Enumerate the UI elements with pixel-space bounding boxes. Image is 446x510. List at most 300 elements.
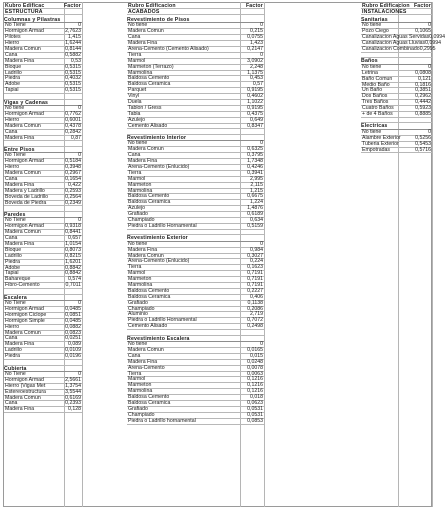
header-right-factor: Factor [413,3,431,9]
section-title-paredes: Paredes [4,212,82,218]
item-label: + de 4 Baños [362,110,393,117]
item-factor: 1,1022 [247,98,263,105]
item-label: Hormigon Armad [5,376,44,383]
item-factor: 0,5184 [65,158,81,165]
item-label: Adobe [5,264,21,271]
item-factor: 0,0485 [65,305,81,312]
item-label: Baldosa Ceramica [128,293,171,300]
item-factor: 0,7072 [247,317,263,324]
item-factor: 0 [78,370,81,377]
item-factor: 0,2995 [419,45,436,52]
item-factor: 0 [78,217,81,224]
item-label: Tres Baños [362,99,389,106]
item-label: Pozo Ciego [362,28,389,35]
item-label: Bloque [5,246,22,253]
item-factor: 0,2564 [65,193,81,200]
item-factor: 0,0823 [65,329,81,336]
item-label: No Tiene [5,370,26,377]
item-factor: 0,1216 [247,388,263,395]
item-label: Cemento Alisado [128,323,168,330]
item-label: No tiene [362,22,382,29]
item-factor: 3,0902 [247,57,263,64]
item-factor: 0,634 [250,216,263,223]
item-factor: 0,0078 [247,364,263,371]
item-label: Hierro [5,323,20,330]
section-title-revestimiento-escalera: Revestimiento Escalera [127,336,264,342]
item-label: Madera Comun [5,45,41,52]
item-factor: 0,0248 [247,358,263,365]
item-factor: 0,8885 [415,110,431,117]
item-factor: 0 [78,105,81,112]
item-factor: 1,423 [250,40,263,47]
item-factor: 0,3941 [247,169,263,176]
item-label: Azulejo [128,116,146,123]
item-factor: 0,3027 [247,252,263,259]
item-label: Marmeton (Terrazo) [128,63,174,70]
item-label: Madera Comun [128,146,164,153]
item-factor: 0,1138 [247,299,263,306]
item-label: Hormigon Armad [5,28,44,35]
item-label: Piedra o Ladrillo hornamental [128,417,196,424]
item-factor: 0,649 [250,116,263,123]
item-label: Letrina [362,69,378,76]
column-divider [82,2,83,507]
item-label: Piedra [5,258,20,265]
item-factor: 0,5159 [247,222,263,229]
item-factor: 0,128 [68,406,81,413]
item-label: Tierra [128,51,142,58]
installations-column [361,17,446,153]
item-label: Bloque [5,63,22,70]
item-factor: 0,5256 [415,134,431,141]
item-factor: 0,984 [250,246,263,253]
item-factor: 0,6169 [65,394,81,401]
item-factor: 0,0851 [65,311,81,318]
item-factor: 0,0063 [247,370,263,377]
item-label: Canalizacion Aguas Lluvias [362,40,426,47]
item-label: Baldosa Cemento [128,193,170,200]
item-factor: 0,2227 [247,287,263,294]
item-label: Tapial [5,87,19,94]
item-label: Marmolina [128,281,153,288]
item-label: Cuatro Baños [362,105,394,112]
item-factor: 0,1654 [65,175,81,182]
item-label: Arena-Cemento (Enlucido) [128,258,190,265]
item-label: Madera Comun [5,394,41,401]
item-label: Tierra [128,264,142,271]
item-label: No Tiene [5,217,26,224]
item-label: Azulejo [128,205,146,212]
item-factor: 0,1216 [247,376,263,383]
item-factor: 0,2593 [65,187,81,194]
item-factor: 0 [260,341,263,348]
item-label: Arena-Cemento (Enlucido) [128,163,190,170]
item-label: Champiado [128,305,155,312]
item-factor: 0,5882 [65,51,81,58]
item-label: Marmolina [128,69,153,76]
item-label: Tierra [128,370,142,377]
item-label: Alambre Exterior [362,134,401,141]
item-label: Bahareque [5,276,31,283]
item-label: Madera Comun [5,122,41,129]
item-factor: 0,1816 [415,81,431,88]
item-label: Grafiado [128,299,148,306]
item-label: Hierro [5,40,20,47]
item-label: Tapial [5,270,19,277]
item-label: Baldosa Ceramica [128,81,171,88]
item-factor: 1,6244 [65,40,81,47]
item-factor: 0 [78,300,81,307]
item-label: Madera Fina [128,40,158,47]
item-factor: 0,9318 [65,223,81,230]
item-factor: 1,224 [250,199,263,206]
item-label: Piedra [5,75,20,82]
item-factor: 0,8215 [65,252,81,259]
item-label: Un Baño [362,87,383,94]
item-factor: 0,1623 [247,264,263,271]
item-factor: 0,1065 [415,28,431,35]
item-factor: 0,018 [250,394,263,401]
item-factor: 0,0808 [415,69,431,76]
item-factor: 2,719 [250,311,263,318]
item-factor: 0,015 [250,352,263,359]
item-factor: 0,4032 [65,75,81,82]
item-factor: 0,2842 [65,128,81,135]
section-title-sanitarias: Sanitarias [361,17,432,23]
header-left-label: Kubro Edificac [5,3,45,9]
item-label: No tiene [128,240,148,247]
item-label: Hormigon Armad [5,305,44,312]
item-factor: 0,3795 [247,152,263,159]
item-label: Parquet [128,87,147,94]
item-factor: 0,8073 [65,246,81,253]
item-label: Piedra o Ladrillo Hornamental [128,317,197,324]
item-label: Madera Fina [128,246,158,253]
header-mid [127,3,264,15]
item-factor: 0,2498 [247,323,263,330]
item-factor: 0,9195 [247,104,263,111]
item-label: Marmol [128,376,146,383]
item-factor: 0 [260,240,263,247]
table-row [4,201,82,207]
item-factor: 0 [428,128,431,135]
item-label: Cana [5,51,18,58]
item-factor: 1,0154 [65,240,81,247]
item-label: No Tiene [5,300,26,307]
item-factor: 2,248 [250,63,263,70]
item-factor: 0 [260,22,263,29]
item-label: Cana [128,152,141,159]
item-factor: 0,8347 [247,122,263,129]
item-label: Empotradas [362,146,390,153]
item-label: No Tiene [5,22,26,29]
item-label: Marmolina [128,187,153,194]
item-label: Cemento Alisado [128,122,168,129]
item-label: Madera Comun [5,170,41,177]
item-label: Cana [5,235,18,242]
header-left [4,3,82,15]
item-factor: 0,0251 [65,335,81,342]
item-factor: 0 [78,152,81,159]
item-label: Vinyl [128,93,140,100]
item-label: Aluminio [128,311,148,318]
item-factor: 2,995 [250,175,263,182]
item-label: Ladrillo [5,252,22,259]
section-title-columnas-y-pilastras: Columnas y Pilastras [4,17,82,23]
item-factor: 0,6001 [65,116,81,123]
item-factor: 2,115 [250,181,263,188]
section-title-revestimiento-de-pisos: Revestimiento de Pisos [127,17,264,23]
item-label: Piedra o Ladrillo Hornamental [128,222,197,229]
column-divider [432,2,433,507]
item-label: Pilotes [5,34,21,41]
item-label: Arena-Cemento [128,364,165,371]
item-label: Canalizacion Aguas Servidas [362,34,430,41]
item-label: Hormigon Armad [5,223,44,230]
item-factor: 0,6675 [247,193,263,200]
item-label: Madera Fina [128,358,158,365]
item-factor: 1,415 [68,34,81,41]
item-label: Madera Comun [128,252,164,259]
item-label: Marmeton [128,382,152,389]
item-label: Arena-Cemento (Cemento Alisado) [128,45,209,52]
table-row [4,407,82,413]
item-factor: 1,215 [250,187,263,194]
header-left-section: ESTRUCTURA [5,9,43,16]
item-factor: 0 [428,63,431,70]
item-label: Cana [5,175,18,182]
item-label: Madera Comun [128,28,164,35]
item-factor: 0,7191 [247,281,263,288]
item-label: Baldosa Ceramica [128,199,171,206]
item-label: Marmeton [128,181,152,188]
item-label: Boveda de Ladrillo [5,193,48,200]
item-label: Madera Comun [5,229,41,236]
section-title-revestimiento-interior: Revestimiento Interior [127,135,264,141]
item-label: Hierro [5,116,20,123]
header-mid-label: Rubro Edificacion [128,3,176,9]
item-label: Boveda de Piedra [5,199,47,206]
item-label: Grafiado [128,211,148,218]
item-label: Baldosa Ceramica [128,400,171,406]
item-factor: 0,7011 [65,282,81,289]
item-factor: 0,224 [250,258,263,265]
item-label: Cana [5,335,18,342]
item-factor: 0,422 [68,181,81,188]
item-factor: 0,0994 [425,40,442,47]
item-label: Grafiado [128,405,148,412]
item-label: Baldosa Cemento [128,287,170,294]
item-label: Fibro-Cemento [5,282,40,289]
item-label: No Tiene [5,152,26,159]
item-label: Hierro (Vigas Met [5,382,46,389]
item-label: No tiene [5,105,25,112]
item-label: No tiene [128,140,148,147]
item-factor: 0,2349 [65,199,81,206]
item-label: Champiado [128,216,155,223]
item-factor: 0,8144 [65,45,81,52]
item-factor: 0,2967 [65,170,81,177]
item-factor: 0,0531 [247,411,263,418]
item-label: Estereoestructura [5,388,46,395]
item-factor: 0 [78,22,81,29]
item-factor: 0,8842 [65,270,81,277]
item-factor: 0,0485 [65,317,81,324]
item-label: Cana [5,400,18,407]
item-label: Madera Fina [5,57,35,64]
item-label: No tiene [128,341,148,348]
item-factor: 0,7191 [247,270,263,277]
header-right-label: Rubro Edificacion [362,3,410,9]
header-right [361,3,432,15]
item-factor: 0,121 [418,75,431,82]
item-factor: 0,4375 [247,110,263,117]
item-factor: 0 [260,140,263,147]
item-label: No tiene [362,128,382,135]
item-label: Madera Fina [128,158,158,165]
item-factor: 0,0755 [247,34,263,41]
header-mid-factor: Factor [245,3,263,9]
item-label: Dos Baños [362,93,388,100]
item-factor: 0,4246 [247,163,263,170]
item-label: Adobe [5,81,21,88]
item-factor: 0,215 [250,28,263,35]
item-factor: 0,2147 [247,45,263,52]
item-factor: 0,57 [252,81,263,88]
item-factor: 0,9195 [247,87,263,94]
item-factor: 0,089 [68,341,81,348]
item-factor: 0,87 [70,134,81,141]
item-label: Tuberia Exterior [362,140,399,147]
item-factor: 0,3948 [65,164,81,171]
item-factor: 0,2086 [247,305,263,312]
item-factor: 0,5315 [65,81,81,88]
item-label: Hormigon Ciclope [5,311,47,318]
item-label: Marmol [128,270,146,277]
item-factor: 1,7348 [247,158,263,165]
item-label: Madera Fina [5,240,35,247]
item-factor: 0 [260,51,263,58]
item-label: Marmolina [128,388,153,395]
item-label: Ladrillo [5,347,22,354]
header-right-section: INSTALACIONES [362,9,407,16]
section-title-entre-pisos: Entre Pisos [4,147,82,153]
item-label: Madera Fina [5,341,35,348]
item-factor: 0,4602 [247,93,263,100]
item-factor: 0,0531 [247,405,263,412]
item-factor: 0,0994 [429,34,446,41]
table-row [127,419,264,425]
item-factor: 0,53 [70,57,81,64]
item-factor: 0,1216 [247,382,263,389]
item-label: Tabla [128,110,141,117]
item-label: Baldosa Cemento [128,75,170,82]
section-title-vigas-y-cadenas: Vigas y Cadenas [4,100,82,106]
structure-column [4,17,82,413]
item-label: Baldosa Cemento [128,394,170,401]
item-label: Madera Fina [5,406,35,413]
item-factor: 1,6201 [65,258,81,265]
item-label: Marmol [128,57,146,64]
item-label: Tierra [128,169,142,176]
item-factor: 0,5923 [415,105,431,112]
item-factor: 0,5315 [65,87,81,94]
item-label: Marmeton [128,276,152,283]
item-factor: 0,406 [250,293,263,300]
item-factor: 0,5315 [65,69,81,76]
item-factor: 0,2393 [65,400,81,407]
item-factor: 2,5661 [65,376,81,383]
item-label: No tiene [128,22,148,29]
item-factor: 0,2962 [415,93,431,100]
finishes-column [127,17,264,425]
item-label: Hormigon Simple [5,317,45,324]
item-label: Canalizacion Combinado [362,45,420,52]
section-title-electricas: Electricas [361,123,432,129]
item-label: Medio Baño [362,81,390,88]
section-title-ban-os: Baños [361,58,432,64]
item-factor: 0 [428,22,431,29]
item-label: Madera Fina [5,181,35,188]
item-factor: 0,0623 [247,400,263,406]
item-factor: 0,0196 [65,353,81,360]
item-label: Tablon / Gress [128,104,162,111]
item-label: Hormigon Armad [5,158,44,165]
section-title-cubierta: Cubierta [4,366,82,372]
item-factor: 1,4876 [247,205,263,212]
item-factor: 0,8441 [65,229,81,236]
header-mid-section: ACABADOS [128,9,160,16]
item-factor: 0,574 [68,276,81,283]
section-title-revestimiento-exterior: Revestimiento Exterior [127,235,264,241]
item-label: Madera Comun [128,346,164,353]
item-factor: 0,5453 [415,140,431,147]
item-factor: 0,5315 [65,63,81,70]
item-label: Hierro [5,164,20,171]
item-factor: 0,4442 [415,99,431,106]
item-label: No tiene [362,63,382,70]
header-left-factor: Factor [63,3,81,9]
item-label: Cana [128,352,141,359]
item-factor: 0,0165 [247,346,263,353]
item-label: Madera y Ladrillo [5,187,45,194]
item-label: Baño Comun [362,75,393,82]
item-factor: 0,453 [250,75,263,82]
item-factor: 0,657 [68,235,81,242]
item-label: Marmol [128,175,146,182]
item-factor: 0,7762 [65,110,81,117]
item-factor: 0,0109 [65,347,81,354]
item-factor: 0,4378 [65,122,81,129]
item-factor: 0,8842 [65,264,81,271]
column-divider [264,2,265,507]
item-label: Cana [128,34,141,41]
item-factor: 1,1375 [247,69,263,76]
item-label: Hormigon Armad [5,110,44,117]
item-label: Cana [5,128,18,135]
item-factor: 0,0882 [65,323,81,330]
item-factor: 3,5544 [65,388,81,395]
item-factor: 1,3754 [65,382,81,389]
item-factor: 0,6189 [247,211,263,218]
item-factor: 0,3851 [415,87,431,94]
item-label: Duela [128,98,142,105]
item-label: Madera Fina [5,134,35,141]
item-factor: 2,7623 [65,28,81,35]
section-title-escalera: Escalera [4,295,82,301]
item-label: Piedra [5,353,20,360]
item-factor: 0,6325 [247,146,263,153]
